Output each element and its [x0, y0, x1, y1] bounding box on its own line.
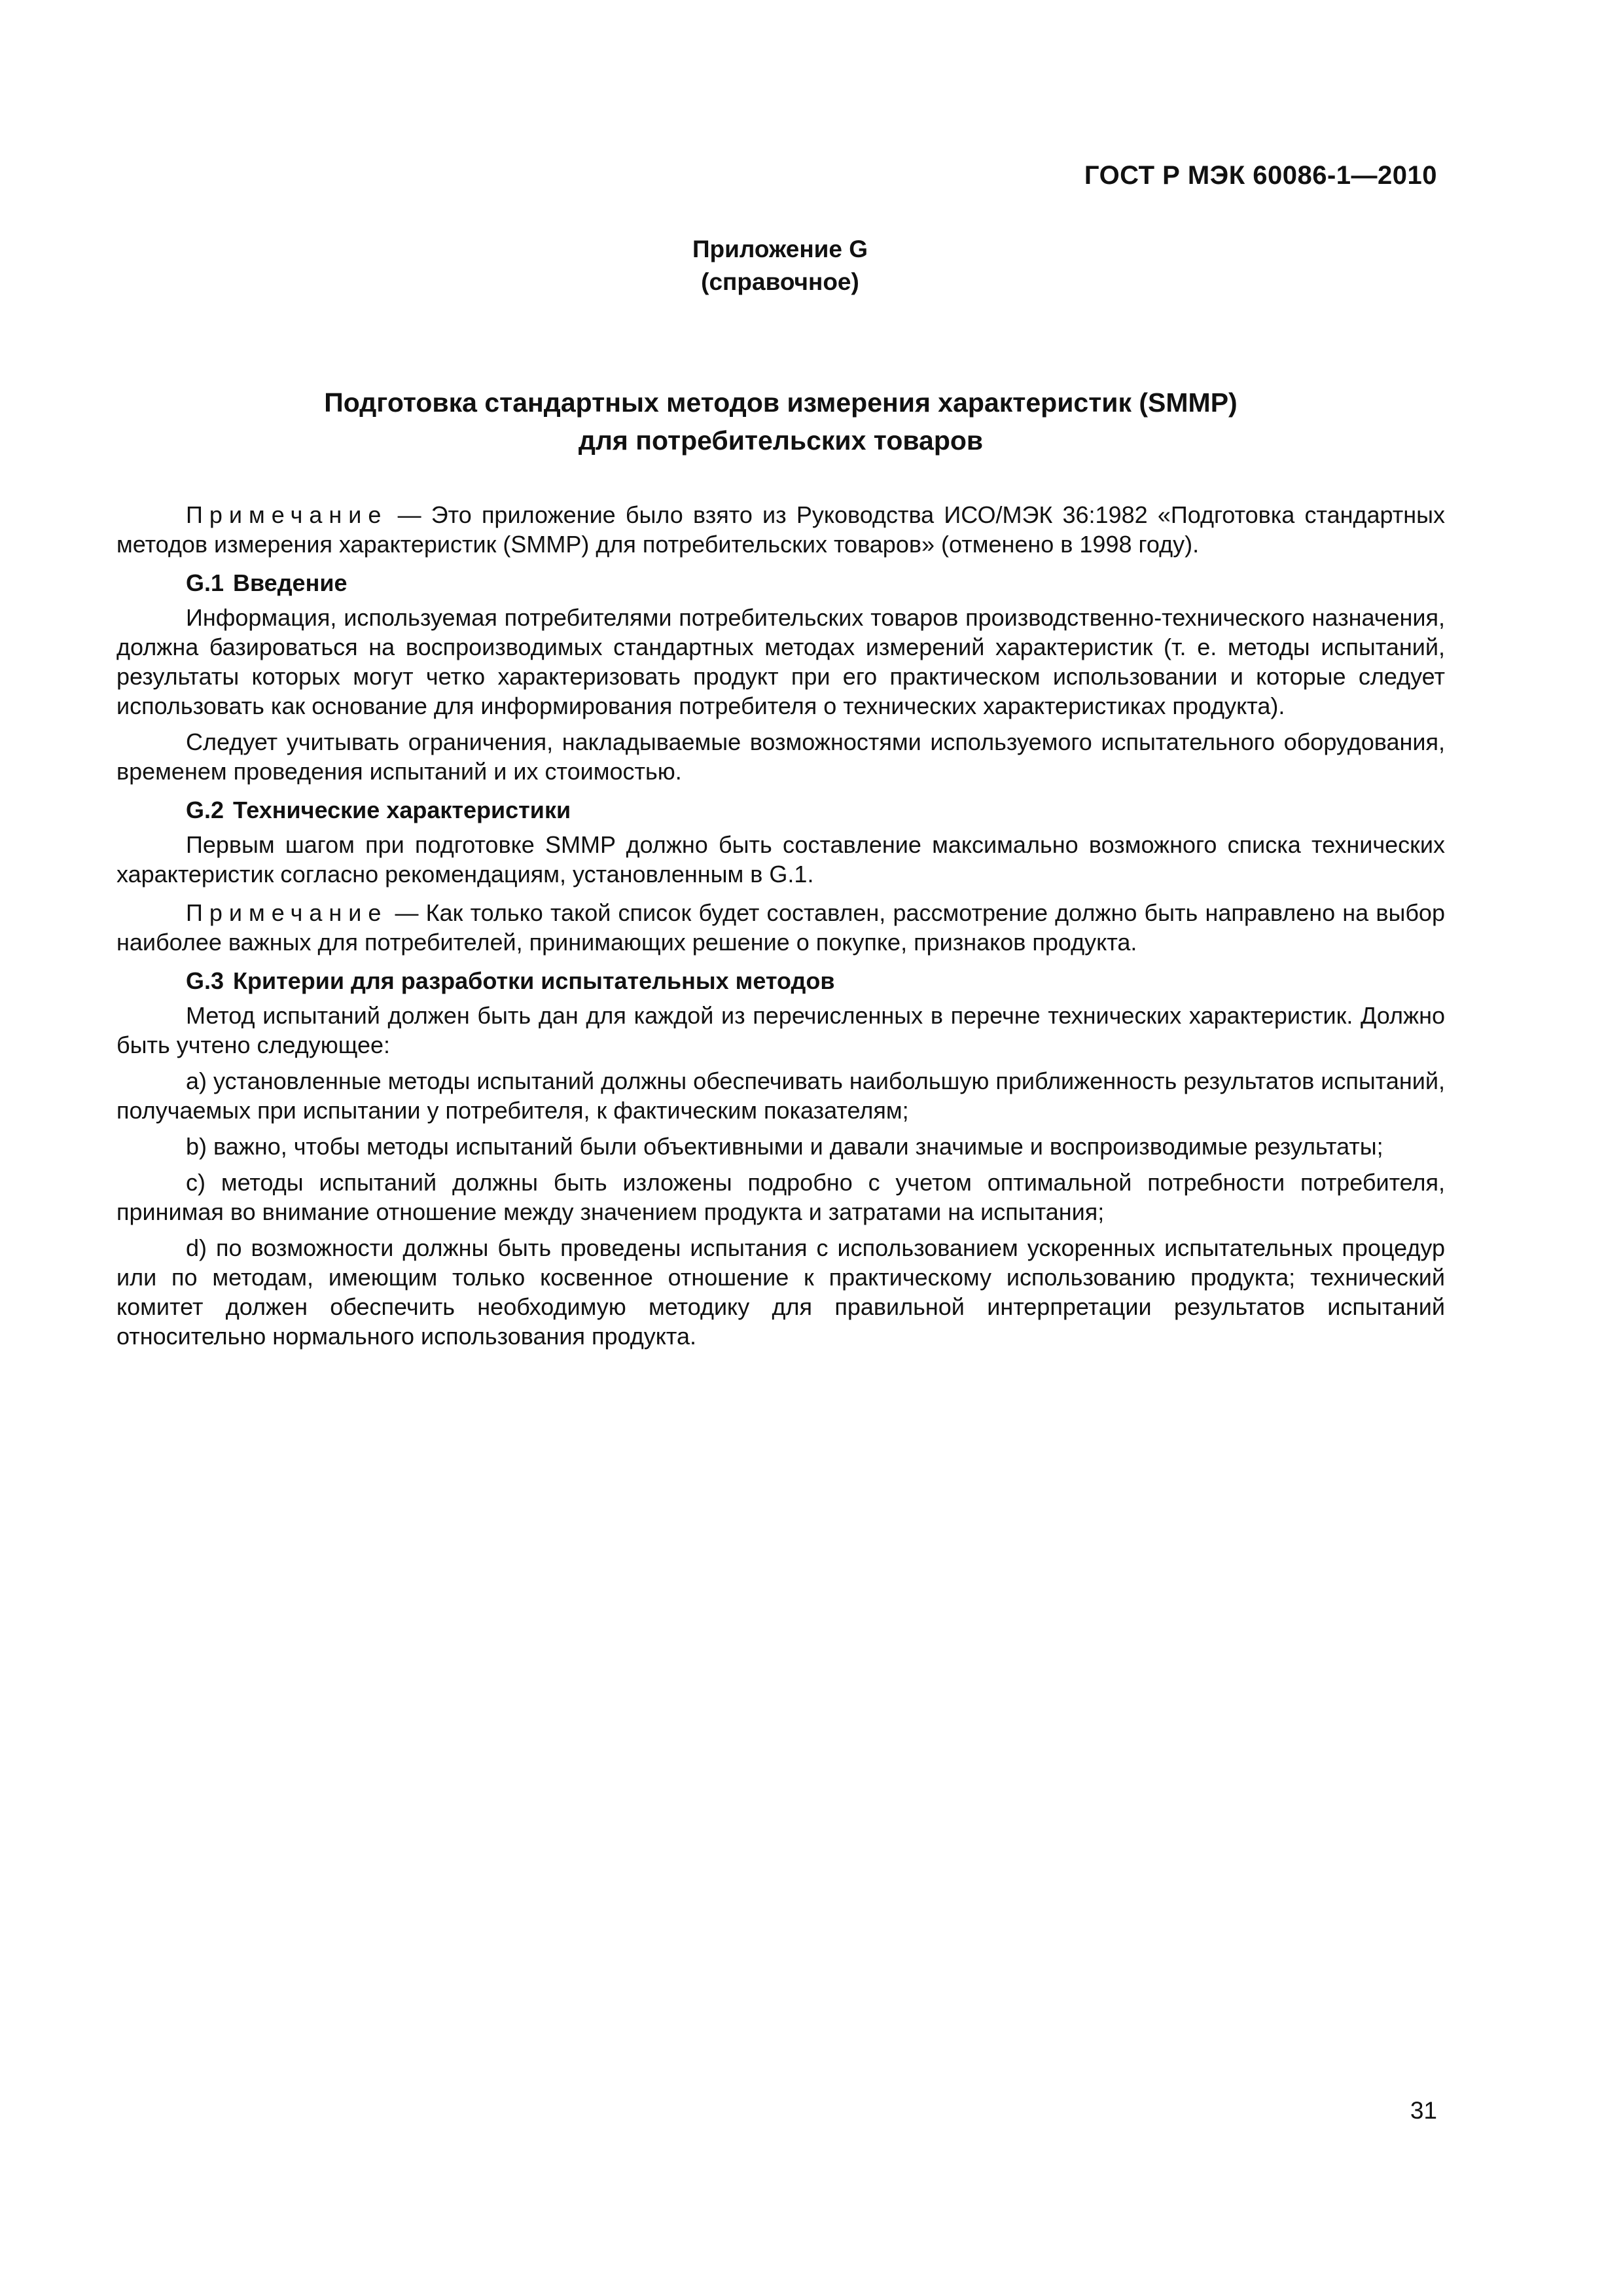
- annex-heading: [0, 233, 1560, 298]
- section-heading-g1: [116, 568, 1445, 598]
- section-number: G.2: [186, 797, 224, 823]
- section-heading-g3: [116, 966, 1445, 996]
- section-title: Введение: [233, 569, 348, 596]
- note-text: — Как только такой список будет составлен, рассмотрение должно быть направлено на выбор наиболее важных для потребителей, принимающих решение о покупке, признаков продукта.: [116, 899, 1445, 956]
- section-number: G.3: [186, 967, 224, 994]
- note-g2: [116, 898, 1445, 957]
- annex-type: (справочное): [701, 268, 859, 295]
- list-item-c: c) методы испытаний должны быть изложены подробно с учетом оптимальной потребности потребителя, принимая во внимание отношение между значением продукта и затратами на испытания;: [116, 1169, 1445, 1225]
- paragraph-g2-1: Первым шагом при подготовке SMMP должно быть составление максимально возможного списка технических характеристик согласно рекомендациям, установленным в G.1.: [116, 831, 1445, 888]
- document-title-line2: для потребительских товаров: [578, 425, 984, 456]
- list-item-b: b) важно, чтобы методы испытаний были объективными и давали значимые и воспроизводимые результаты;: [186, 1133, 1383, 1160]
- paragraph-g1-2: Следует учитывать ограничения, накладываемые возможностями используемого испытательного оборудования, временем проведения испытаний и их стоимостью.: [116, 728, 1445, 785]
- annex-title: Приложение G: [692, 236, 868, 262]
- list-item-a: a) установленные методы испытаний должны обеспечивать наибольшую приближенность результатов испытаний, получаемых при испытании у потребителя, к фактическим показателям;: [116, 1067, 1445, 1124]
- standard-code: ГОСТ Р МЭК 60086-1—2010: [1084, 161, 1437, 190]
- document-title: [116, 384, 1445, 459]
- intro-note: [116, 500, 1445, 559]
- paragraph-g3-1: Метод испытаний должен быть дан для каждой из перечисленных в перечне технических характеристик. Должно быть учтено следующее:: [116, 1002, 1445, 1058]
- note-text: — Это приложение было взято из Руководства ИСО/МЭК 36:1982 «Подготовка стандартных методов измерения характеристик (SMMP) для потребительских товаров» (отменено в 1998 году).: [116, 501, 1445, 558]
- note-label: Примечание: [186, 501, 388, 528]
- list-item-d: d) по возможности должны быть проведены испытания с использованием ускоренных испытательных процедур или по методам, имеющим только косвенное отношение к практическому использованию продукта; технический комитет должен обеспечить необходимую методику для правильной интерпретации результатов испытаний относительно нормального использования продукта.: [116, 1234, 1445, 1350]
- note-label: Примечание: [186, 899, 388, 926]
- document-title-line1: Подготовка стандартных методов измерения характеристик (SMMP): [324, 387, 1238, 418]
- paragraph-g1-1: Информация, используемая потребителями потребительских товаров производственно-технического назначения, должна базироваться на воспроизводимых стандартных методах измерений характеристик (т. е. методы испытаний, результаты которых могут четко характеризовать продукт при его практическом использовании и которые следует использовать как основание для информирования потребителя о технических характеристиках продукта).: [116, 604, 1445, 719]
- section-title: Технические характеристики: [233, 797, 571, 823]
- section-title: Критерии для разработки испытательных методов: [233, 967, 835, 994]
- section-number: G.1: [186, 569, 224, 596]
- page-number: 31: [1410, 2097, 1437, 2124]
- document-body: [116, 500, 1445, 1351]
- section-heading-g2: [116, 795, 1445, 825]
